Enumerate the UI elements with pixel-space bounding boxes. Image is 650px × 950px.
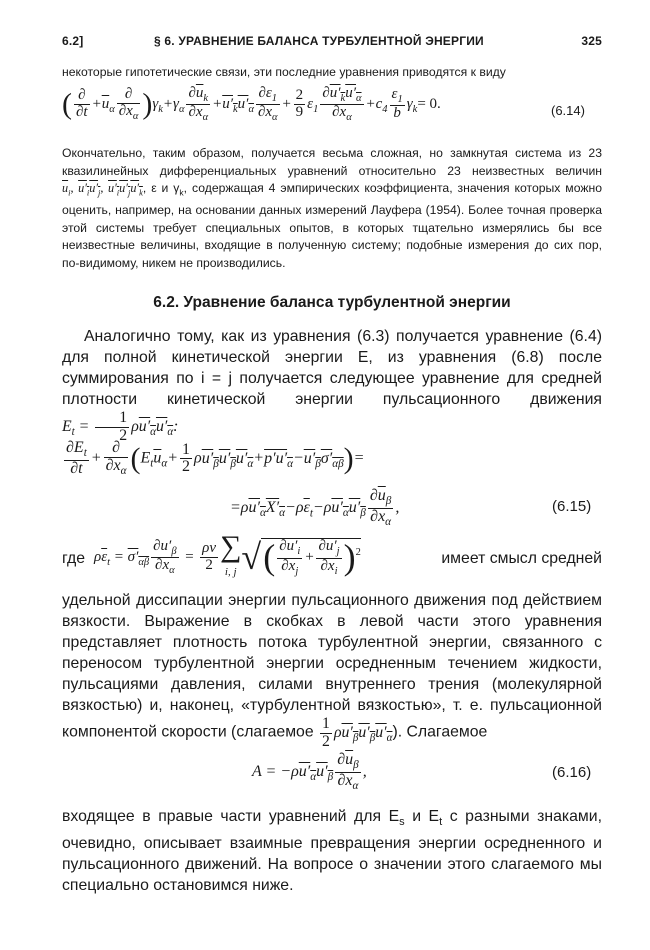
final-text-a: входящее в правые части уравнений для E: [62, 808, 400, 825]
where-word: где: [62, 550, 86, 567]
header-section-number: 6.2]: [62, 34, 84, 48]
dissipation-formula: $\rho\overline{\varepsilon}_t = \sigma'_{\alpha\beta}$ $\frac{\partial u'_\beta}{\partial x_\alpha}$ = $\frac{\rho\nu}{2}$ ∑ i, j √( $\frac{\partial u'_i}{\partial x_j}$ + $\frac{\partial u'_j}{\partial x_i}$ )$^2$: [94, 530, 361, 578]
final-text-c: с разными знаками, очевидно, описывает взаимные превращения энергии осредненного и пульсационного движений. На вопросе о значении этого слагаемого мы специально остановимся ниже.: [62, 808, 602, 895]
equation-6-15-line-1: $\frac{\partial E_t}{\partial t}$ + $\frac{\partial}{\partial x_\alpha}$ ($E_t\overline{u}_\alpha+$ $\frac{1}{2}$ $\rho u'_\beta u'_\beta u'_\alpha+p'u'_\alpha-u'_\beta\sigma'_{\alpha\beta})=$: [66, 439, 365, 477]
section-title: 6.2. Уравнение баланса турбулентной энергии: [153, 294, 511, 311]
main-paragraph-2: [62, 590, 602, 750]
final-text-b: и E: [412, 808, 440, 825]
intro-paragraph: [62, 64, 602, 82]
main-text-2-tail: ). Слагаемое: [392, 723, 488, 741]
where-tail: имеет смысл средней: [441, 550, 602, 567]
final-paragraph: входящее в правые части уравнений для $E_s$ и $E_t$ с разными знаками, очевидно, описывает взаимные превращения энергии осредненного и пульсационного движений. На вопросе о значении этого слагаемого мы специально остановимся ниже.: [62, 808, 602, 895]
closure-vars-tail: , ε и γ: [142, 181, 180, 196]
main-paragraph-1: [62, 326, 602, 444]
equation-6-16-number: (6.16): [552, 764, 592, 781]
running-header: [62, 34, 602, 54]
closure-text-a: Окончательно, таким образом, получается весьма сложная, но замкнутая система из 23 квазилинейных дифференциальных уравнений относительно 23 неизвестных величин: [62, 146, 602, 178]
dissipation-line: [62, 532, 602, 592]
equation-6-14-number: (6.14): [551, 103, 585, 118]
equation-6-15-number: (6.15): [552, 498, 592, 515]
equation-6-16: $A = -\rho u'_\alpha u'_\beta$ $\frac{\partial\overline{u}_\beta}{\partial x_\alpha}$ ,: [252, 751, 367, 793]
turbulent-viscosity-term: $\frac{1}{2}$ $\rho u'_\beta u'_\beta u'_\alpha$: [322, 715, 393, 750]
main-text-1: Аналогично тому, как из уравнения (6.3) получается уравнение (6.4) для полной кинетической энергии E, из уравнения (6.8) после суммирования по i = j получается следующее уравнение для средней плотности кинетической энергии пульсационного движения: [62, 328, 602, 408]
unknowns-list: $\overline{u}_i$, $u'_iu'_j$, $u'_iu'_ju'_k$: [62, 181, 143, 198]
closure-text-b: , содержащая 4 эмпирических коэффициента, значения которых можно оценить, например, на основании данных измерений Лауфера (1954). Более точная проверка этой системы требует специальных опытов, в которых тщательно измерялись бы все неизвестные величины, входящие в полученную систему; подобные измерения до сих пор, по-видимому, никем не производились.: [62, 181, 602, 270]
turbulent-energy-definition: $E_t$ = $\frac{1}{2}$ $\rho u'_\alpha u'_\alpha$:: [62, 409, 179, 444]
header-running-title: § 6. УРАВНЕНИЕ БАЛАНСА ТУРБУЛЕНТНОЙ ЭНЕРГИИ: [154, 34, 484, 48]
equation-6-15-line-2: $=\rho u'_\alpha X'_\alpha-\rho\overline{\varepsilon}_t-\rho u'_\alpha u'_\beta$ $\frac{\partial\overline{u}_\beta}{\partial x_\alpha}$ ,: [230, 487, 400, 529]
equation-6-14: ( $\frac{\partial}{\partial t}$ $+\overline{u}_\alpha$ $\frac{\partial}{\partial x_\alpha}$ )$\gamma_k+\gamma_\alpha$ $\frac{\partial\overline{u}_k}{\partial x_\alpha}$ $+u'_ku'_\alpha$ $\frac{\partial\varepsilon_1}{\partial x_\alpha}$ + $\frac{2}{9}$ $\varepsilon_1$ $\frac{\partial u'_ku'_\alpha}{\partial x_\alpha}$ $+c_4$ $\frac{\varepsilon_1}{b}$ $\gamma_k= 0$.: [62, 85, 441, 124]
closure-paragraph: Окончательно, таким образом, получается весьма сложная, но замкнутая система из 23 квазилинейных дифференциальных уравнений относительно 23 неизвестных величин $\overline{u}_i$, $u'_iu'_j$, $u'_iu'_ju'_k$, ε и $\gamma_k$, содержащая 4 эмпирических коэффициента, значения которых можно оценить, например, на основании данных измерений Лауфера (1954). Более точная проверка этой системы требует специальных опытов, в которых тщательно измерялись бы все неизвестные величины, входящие в полученную систему; подобные измерения до сих пор, по-видимому, никем не производились.: [62, 146, 602, 270]
header-page-number: 325: [581, 34, 602, 48]
intro-text: некоторые гипотетические связи, эти последние уравнения приводятся к виду: [62, 65, 506, 79]
main-text-2: удельной диссипации энергии пульсационного движения под действием вязкости. Выражение в скобках в левой части этого уравнения представляет плотность потока турбулентной энергии, связанного с переносом турбулентной энергии осредненным течением жидкости, пульсациями давления, силами внутреннего трения (молекулярной вязкостью) и, наконец, «турбулентной вязкостью», т. е. пульсационной компонентой скорости (слагаемое: [62, 592, 602, 741]
